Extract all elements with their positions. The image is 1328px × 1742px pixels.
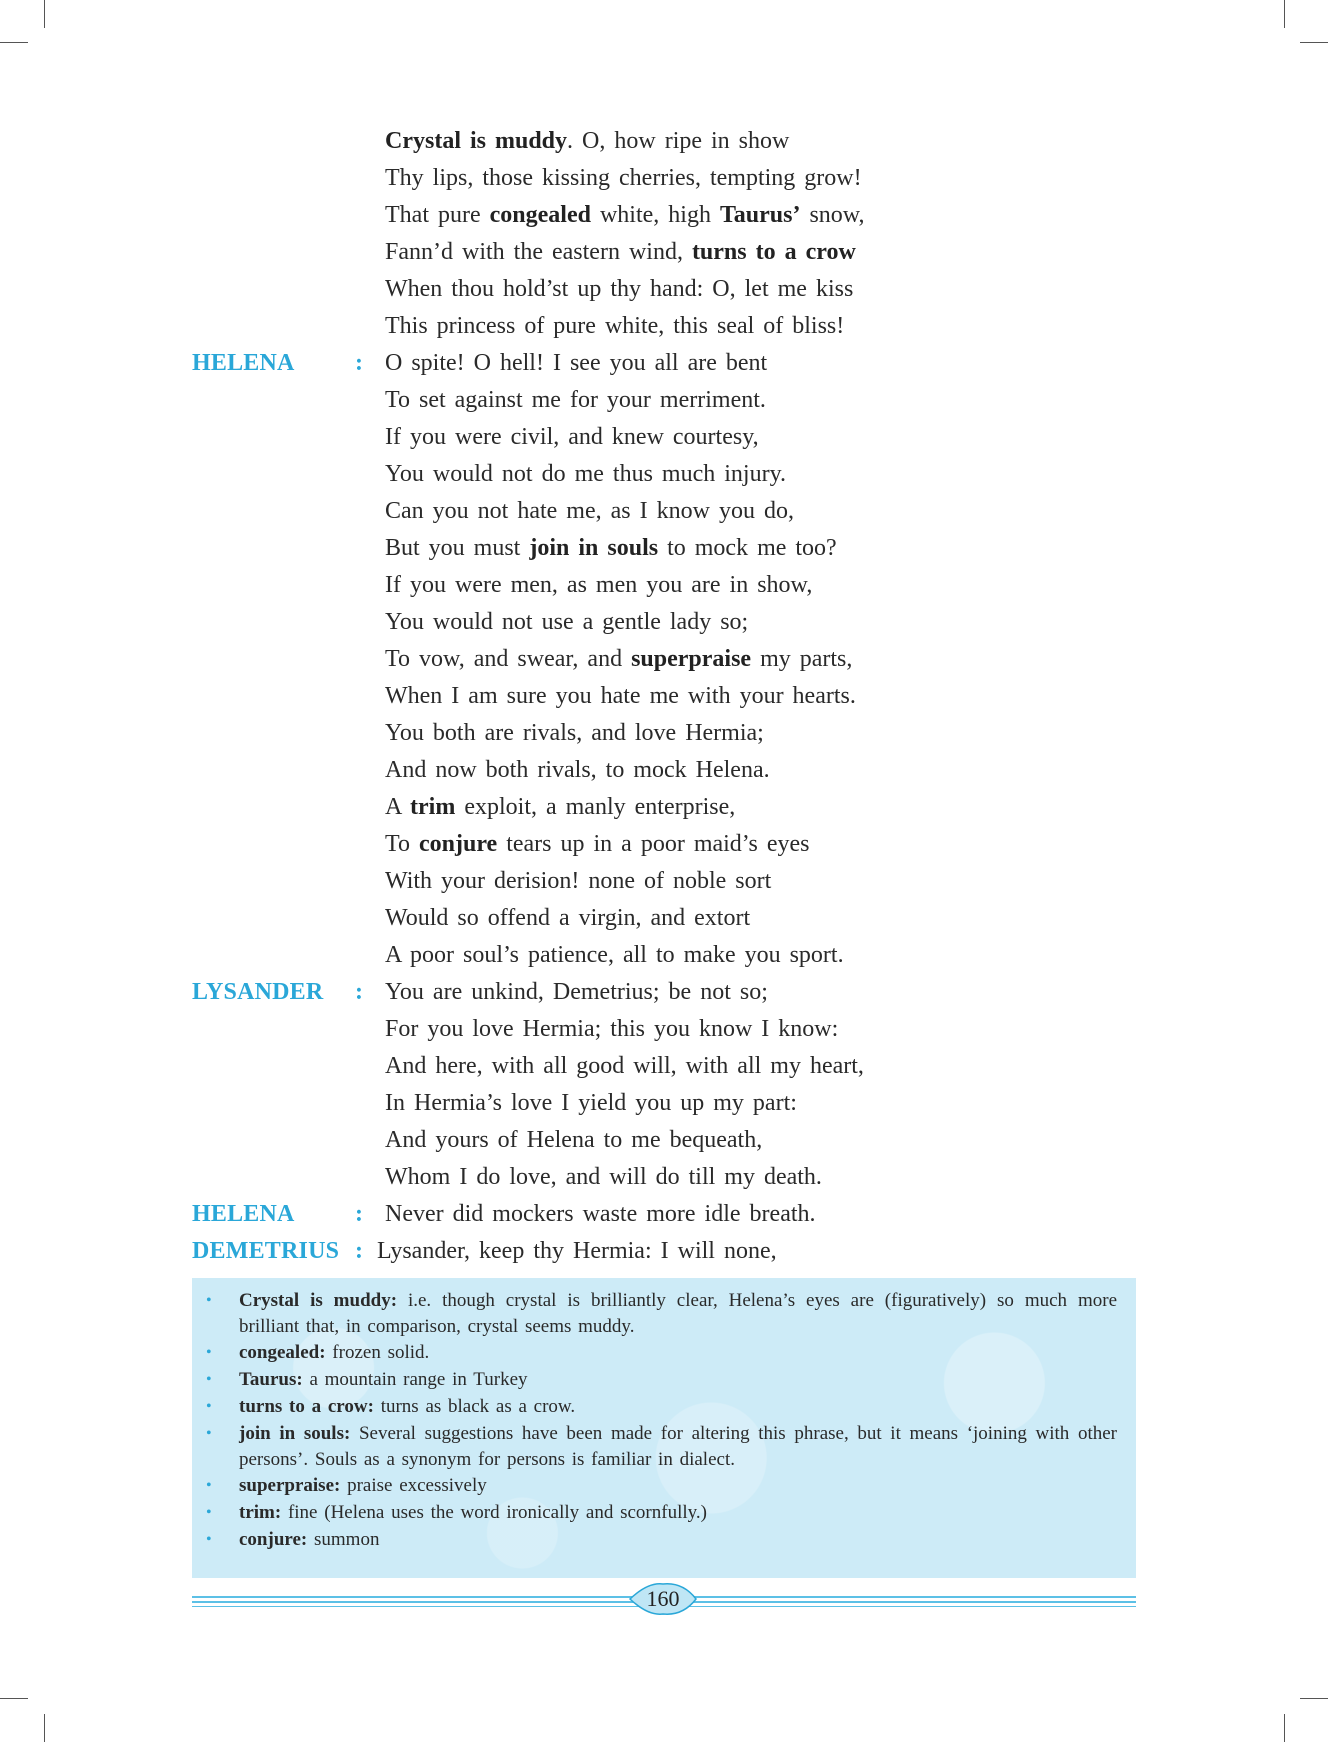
verse-line [0, 308, 1328, 345]
verse-text [385, 308, 844, 345]
bullet-icon: • [206, 1531, 212, 1548]
verse-line [0, 1233, 1328, 1270]
verse-segment: to mock me too? [658, 535, 837, 561]
bullet-icon: • [206, 1477, 212, 1494]
crop-mark [1284, 1714, 1285, 1742]
verse-line [0, 1048, 1328, 1085]
verse-text [385, 937, 844, 974]
verse-text [385, 1196, 816, 1233]
verse-segment: Whom I do love, and will do till my death. [385, 1164, 822, 1190]
bullet-icon: • [206, 1344, 212, 1361]
bullet-icon: • [206, 1398, 212, 1415]
speaker-colon: : [355, 1238, 363, 1264]
crop-mark [0, 1698, 28, 1699]
bullet-icon: • [206, 1292, 212, 1309]
verse-segment: Lysander, keep thy Hermia: I will none, [377, 1238, 777, 1264]
glossed-word: Taurus’ [719, 202, 801, 228]
verse-text [385, 345, 767, 382]
speaker-name: HELENA [192, 1201, 295, 1227]
verse-line [0, 715, 1328, 752]
verse-line [0, 604, 1328, 641]
glossary-term: turns to a crow: [239, 1396, 374, 1417]
verse-segment: With your derision! none of noble sort [385, 868, 772, 894]
verse-line [0, 900, 1328, 937]
verse-text [385, 678, 856, 715]
verse-text [385, 456, 786, 493]
crop-mark [0, 42, 28, 43]
verse-text [385, 826, 809, 863]
verse-text [385, 567, 812, 604]
verse-line [0, 1122, 1328, 1159]
verse-line [0, 678, 1328, 715]
verse-text [385, 1048, 864, 1085]
glossary-definition: Several suggestions have been made for altering this phrase, but it means ‘joining with other persons’. Souls as a synonym for persons is familiar in dialect. [239, 1423, 1117, 1470]
verse-text [385, 234, 856, 271]
verse-segment: O spite! O hell! I see you all are bent [385, 350, 768, 376]
verse-line [0, 382, 1328, 419]
verse-line [0, 123, 1328, 160]
verse-line [0, 789, 1328, 826]
verse-text [385, 197, 865, 234]
verse-segment: Fann’d with the eastern wind, [385, 239, 692, 265]
verse-line [0, 160, 1328, 197]
glossary-text [239, 1367, 1117, 1393]
speaker-name: LYSANDER [192, 979, 324, 1005]
verse-segment: You would not use a gentle lady so; [385, 609, 749, 635]
verse-segment: exploit, a manly enterprise, [455, 794, 736, 820]
glossary-text [239, 1500, 1117, 1526]
speaker-name: HELENA [192, 350, 295, 376]
verse-segment: You are unkind, Demetrius; be not so; [385, 979, 768, 1005]
page-number: 160 [646, 1586, 680, 1611]
verse-segment: In Hermia’s love I yield you up my part: [385, 1090, 797, 1116]
verse-text [377, 1233, 777, 1270]
glossary-term: trim: [239, 1502, 282, 1523]
bullet-icon: • [206, 1425, 212, 1442]
glossary-term: Crystal is muddy: [239, 1290, 398, 1311]
verse-line [0, 752, 1328, 789]
verse-text [385, 715, 764, 752]
verse-line [0, 530, 1328, 567]
glossary-term: superpraise: [239, 1475, 341, 1496]
verse-text [385, 493, 794, 530]
verse-segment: You would not do me thus much injury. [385, 461, 787, 487]
verse-segment: And here, with all good will, with all my heart, [385, 1053, 864, 1079]
verse-segment: To vow, and swear, and [385, 646, 632, 672]
verse-text [385, 974, 768, 1011]
verse-segment: You both are rivals, and love Hermia; [385, 720, 764, 746]
glossary-definition: i.e. though crystal is brilliantly clear, Helena’s eyes are (figuratively) so much more brilliant that, in comparison, crystal seems muddy. [239, 1290, 1117, 1337]
verse-segment: And yours of Helena to me bequeath, [385, 1127, 763, 1153]
verse-line [0, 974, 1328, 1011]
verse-text [385, 752, 770, 789]
page-number-badge [628, 1582, 698, 1616]
verse-line [0, 863, 1328, 900]
crop-mark [1300, 42, 1328, 43]
verse-segment: A poor soul’s patience, all to make you sport. [385, 942, 844, 968]
glossary-text [239, 1340, 1117, 1366]
crop-mark [44, 0, 45, 28]
verse-segment: Thy lips, those kissing cherries, tempting grow! [385, 165, 862, 191]
verse-line [0, 1011, 1328, 1048]
verse-text [385, 1085, 797, 1122]
verse-segment: And now both rivals, to mock Helena. [385, 757, 770, 783]
verse-line [0, 641, 1328, 678]
verse-text [385, 641, 852, 678]
glossed-word: turns to a crow [691, 239, 856, 265]
verse-segment: my parts, [751, 646, 853, 672]
verse-segment: To [385, 831, 419, 857]
verse-text [385, 160, 862, 197]
verse-text [385, 419, 759, 456]
glossary-term: conjure: [239, 1529, 308, 1550]
crop-mark [1300, 1698, 1328, 1699]
glossary-text [239, 1394, 1117, 1420]
verse-segment: But you must [385, 535, 530, 561]
glossary-text [239, 1288, 1117, 1340]
verse-text [385, 789, 735, 826]
speaker-name: DEMETRIUS [192, 1238, 340, 1264]
verse-segment: If you were men, as men you are in show, [385, 572, 813, 598]
glossary-term: congealed: [239, 1342, 326, 1363]
verse-line [0, 937, 1328, 974]
verse-text [385, 530, 837, 567]
verse-text [385, 382, 766, 419]
verse-segment: If you were civil, and knew courtesy, [385, 424, 759, 450]
verse-text [385, 1011, 838, 1048]
glossed-word: congealed [489, 202, 591, 228]
verse-segment: When I am sure you hate me with your hearts. [385, 683, 856, 709]
verse-segment: snow, [800, 202, 865, 228]
verse-segment: Never did mockers waste more idle breath. [385, 1201, 816, 1227]
glossary-definition: summon [307, 1529, 380, 1550]
verse-line [0, 234, 1328, 271]
glossed-word: conjure [418, 831, 498, 857]
glossary-definition: praise excessively [340, 1475, 487, 1496]
glossed-word: Crystal is muddy [385, 128, 568, 154]
verse-line [0, 1085, 1328, 1122]
verse-text [385, 604, 748, 641]
glossary-text [239, 1473, 1117, 1499]
glossary-term: join in souls: [239, 1423, 351, 1444]
glossed-word: superpraise [631, 646, 752, 672]
verse-line [0, 1159, 1328, 1196]
bullet-icon: • [206, 1371, 212, 1388]
verse-segment: When thou hold’st up thy hand: O, let me kiss [385, 276, 854, 302]
verse-segment: Can you not hate me, as I know you do, [385, 498, 794, 524]
speaker-colon: : [355, 350, 363, 376]
verse-segment: This princess of pure white, this seal of bliss! [385, 313, 845, 339]
speaker-colon: : [355, 979, 363, 1005]
verse-line [0, 567, 1328, 604]
crop-mark [1284, 0, 1285, 28]
verse-text [385, 1159, 822, 1196]
verse-line [0, 419, 1328, 456]
verse-segment: Would so offend a virgin, and extort [385, 905, 751, 931]
glossary-definition: a mountain range in Turkey [302, 1369, 528, 1390]
verse-line [0, 1196, 1328, 1233]
glossary-definition: fine (Helena uses the word ironically and scornfully.) [281, 1502, 707, 1523]
verse-line [0, 345, 1328, 382]
verse-segment: To set against me for your merriment. [385, 387, 766, 413]
verse-text [385, 123, 789, 160]
verse-segment: tears up in a poor maid’s eyes [497, 831, 810, 857]
verse-line [0, 456, 1328, 493]
verse-line [0, 493, 1328, 530]
speaker-colon: : [355, 1201, 363, 1227]
verse-text [385, 863, 771, 900]
verse-line [0, 271, 1328, 308]
verse-text [385, 900, 750, 937]
glossed-word: join in souls [529, 535, 659, 561]
glossary-box [192, 1278, 1136, 1578]
bullet-icon: • [206, 1504, 212, 1521]
verse-segment: That pure [385, 202, 490, 228]
glossary-definition: turns as black as a crow. [373, 1396, 576, 1417]
glossary-text [239, 1527, 1117, 1553]
verse-segment: For you love Hermia; this you know I know: [385, 1016, 839, 1042]
glossary-text [239, 1421, 1117, 1473]
glossary-definition: frozen solid. [325, 1342, 430, 1363]
verse-line [0, 197, 1328, 234]
crop-mark [44, 1714, 45, 1742]
verse-line [0, 826, 1328, 863]
glossed-word: trim [410, 794, 456, 820]
verse-text [385, 1122, 762, 1159]
verse-text [385, 271, 853, 308]
glossary-term: Taurus: [239, 1369, 303, 1390]
verse-segment: A [385, 794, 411, 820]
verse-segment: . O, how ripe in show [567, 128, 790, 154]
verse-segment: white, high [590, 202, 720, 228]
